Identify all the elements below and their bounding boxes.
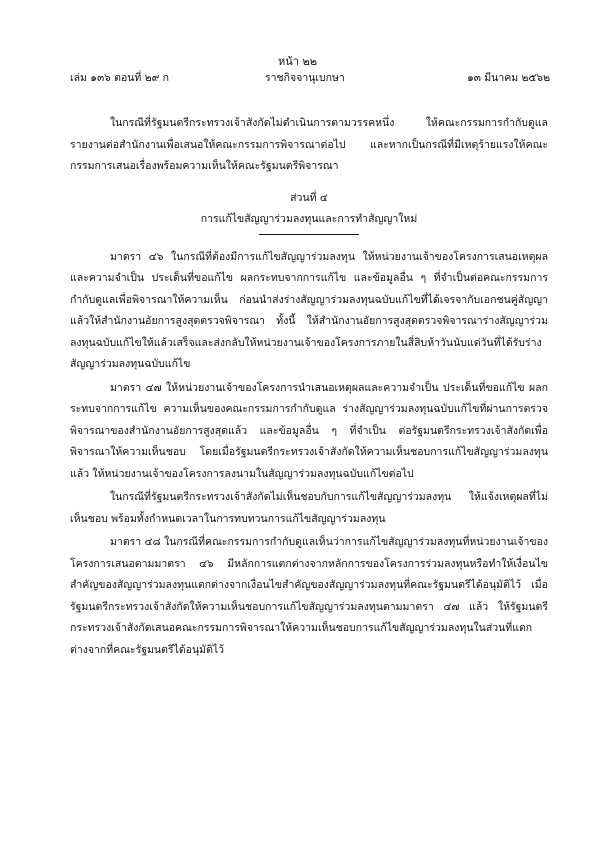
section-divider xyxy=(259,234,359,235)
section-title: การแก้ไขสัญญาร่วมลงทุนและการทำสัญญาใหม่ xyxy=(200,212,418,225)
intro-paragraph: ในกรณีที่รัฐมนตรีกระทรวงเจ้าสังกัดไม่ดำเนินการตามวรรคหนึ่ง ให้คณะกรรมการกำกับดูแลรายงานต่อสำนักงานเพื่อเสนอให้คณะกรรมการพิจารณาต่อไป และหากเป็นกรณีที่มีเหตุร้ายแรงให้คณะกรรมการเสนอเรื่องพร้อมความเห็นให้คณะรัฐมนตรีพิจารณา xyxy=(70,117,548,172)
section-47-paragraph: มาตรา ๔๗ ให้หน่วยงานเจ้าของโครงการนำเสนอเหตุผลและความจำเป็น ประเด็นที่ขอแก้ไข ผลกระทบจากการแก้ไข ความเห็นของคณะกรรมการกำกับดูแล ร่างสัญญาร่วมลงทุนฉบับแก้ไขที่ผ่านการตรวจพิจารณาของสำนักงานอัยการสูงสุดแล้ว และข้อมูลอื่น ๆ ที่จำเป็น ต่อรัฐมนตรีกระทรวงเจ้าสังกัดเพื่อพิจารณาให้ความเห็นชอบ โดยเมื่อรัฐมนตรีกระทรวงเจ้าสังกัดให้ความเห็นชอบการแก้ไขสัญญาร่วมลงทุนแล้ว ให้หน่วยงานเจ้าของโครงการลงนามในสัญญาร่วมลงทุนฉบับแก้ไขต่อไป xyxy=(70,381,548,480)
gazette-header xyxy=(70,69,550,83)
section-46-paragraph: มาตรา ๔๖ ในกรณีที่ต้องมีการแก้ไขสัญญาร่วมลงทุน ให้หน่วยงานเจ้าของโครงการเสนอเหตุผลและความจำเป็น ประเด็นที่ขอแก้ไข ผลกระทบจากการแก้ไข และข้อมูลอื่น ๆ ที่จำเป็นต่อคณะกรรมการกำกับดูแลเพื่อพิจารณาให้ความเห็น ก่อนนำส่งร่างสัญญาร่วมลงทุนฉบับแก้ไขที่ได้เจรจากับเอกชนคู่สัญญาแล้วให้สำนักงานอัยการสูงสุดตรวจพิจารณา ทั้งนี้ ให้สำนักงานอัยการสูงสุดตรวจพิจารณาร่างสัญญาร่วมลงทุนฉบับแก้ไขให้แล้วเสร็จและส่งกลับให้หน่วยงานเจ้าของโครงการภายในสี่สิบห้าวันนับแต่วันที่ได้รับร่างสัญญาร่วมลงทุนฉบับแก้ไข xyxy=(70,250,548,370)
volume-issue: เล่ม ๑๓๖ ตอนที่ ๒๙ ก xyxy=(70,72,169,84)
section-number: ส่วนที่ ๔ xyxy=(290,191,328,204)
publication-date: ๑๓ มีนาคม ๒๕๖๒ xyxy=(467,72,550,84)
publication-name: ราชกิจจานุเบกษา xyxy=(265,72,345,84)
document-body xyxy=(70,113,548,661)
section-48-paragraph: มาตรา ๔๘ ในกรณีที่คณะกรรมการกำกับดูแลเห็นว่าการแก้ไขสัญญาร่วมลงทุนที่หน่วยงานเจ้าของโครงการเสนอตามมาตรา ๔๖ มีหลักการแตกต่างจากหลักการของโครงการร่วมลงทุนหรือทำให้เงื่อนไขสำคัญของสัญญาร่วมลงทุนแตกต่างจากเงื่อนไขสำคัญของสัญญาร่วมลงทุนที่คณะรัฐมนตรีได้อนุมัติไว้ เมื่อรัฐมนตรีกระทรวงเจ้าสังกัดให้ความเห็นชอบการแก้ไขสัญญาร่วมลงทุนตามมาตรา ๔๗ แล้ว ให้รัฐมนตรีกระทรวงเจ้าสังกัดเสนอคณะกรรมการพิจารณาให้ความเห็นชอบการแก้ไขสัญญาร่วมลงทุนในส่วนที่แตกต่างจากที่คณะรัฐมนตรีได้อนุมัติไว้ xyxy=(70,536,548,656)
page-number: หน้า ๒๒ xyxy=(278,55,317,68)
section-47-second-paragraph: ในกรณีที่รัฐมนตรีกระทรวงเจ้าสังกัดไม่เห็นชอบกับการแก้ไขสัญญาร่วมลงทุน ให้แจ้งเหตุผลที่ไม่เห็นชอบ พร้อมทั้งกำหนดเวลาในการทบทวนการแก้ไขสัญญาร่วมลงทุน xyxy=(70,491,548,525)
